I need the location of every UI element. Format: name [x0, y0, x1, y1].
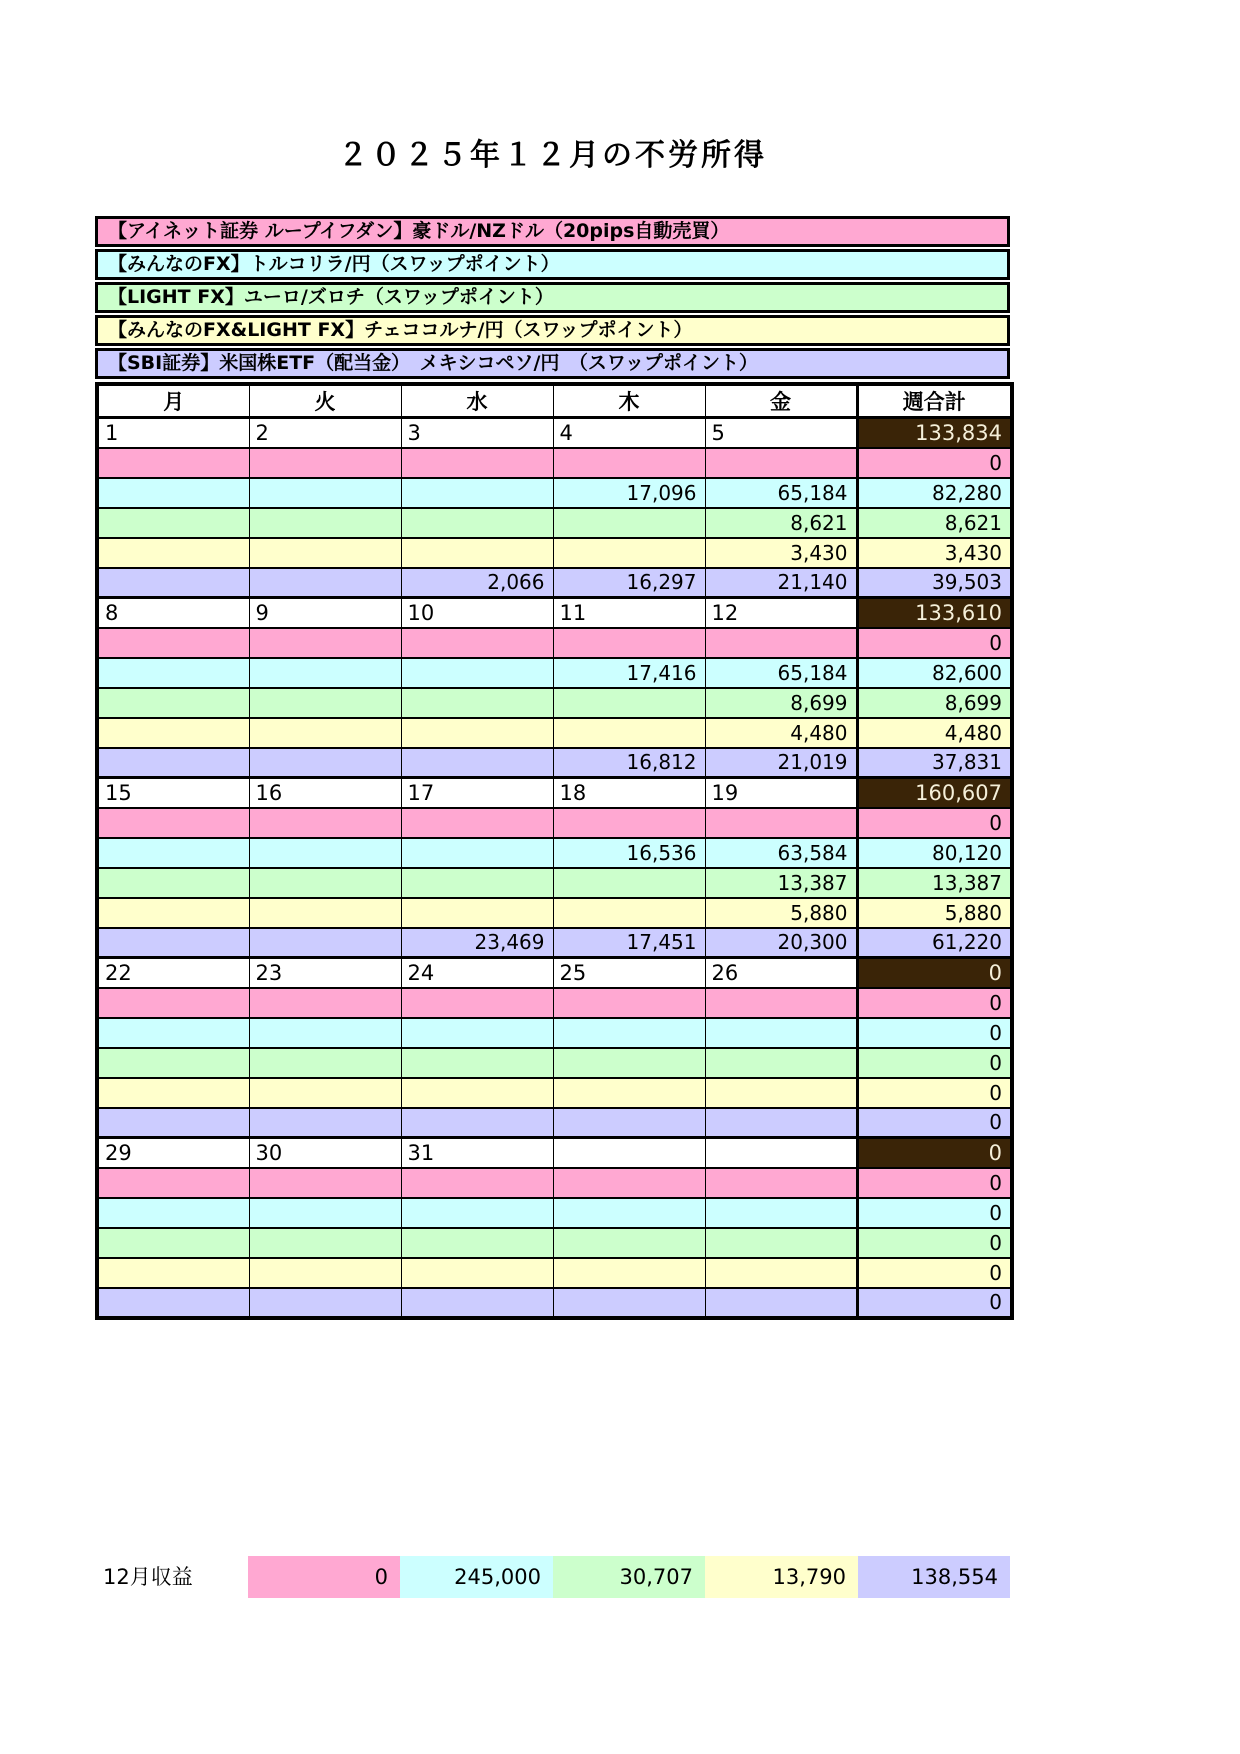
legend-pink: 【アイネット証券 ループイフダン】豪ドル/NZドル（20pips自動売買） — [95, 216, 1010, 247]
value-cell — [553, 448, 705, 478]
summary-cyan: 245,000 — [400, 1556, 553, 1598]
value-cell — [97, 748, 249, 778]
week-1-cyan-row — [97, 478, 1012, 508]
row-total-cell: 3,430 — [857, 538, 1012, 568]
value-cell — [97, 1288, 249, 1318]
value-cell: 3,430 — [705, 538, 857, 568]
calendar-header-row — [97, 384, 1012, 418]
value-cell — [705, 628, 857, 658]
date-cell: 18 — [553, 778, 705, 808]
week-2-date-row — [97, 598, 1012, 628]
row-total-cell: 8,621 — [857, 508, 1012, 538]
page-title: ２０２５年１２月の不労所得 — [338, 138, 767, 173]
calendar-header — [97, 384, 1012, 418]
value-cell — [401, 628, 553, 658]
week-5-cyan-row — [97, 1198, 1012, 1228]
value-cell — [97, 868, 249, 898]
week-4-pink-row — [97, 988, 1012, 1018]
income-calendar-table — [95, 382, 1014, 1320]
week-total-cell: 0 — [857, 1138, 1012, 1168]
value-cell — [401, 1018, 553, 1048]
value-cell — [401, 1228, 553, 1258]
week-4-date-row — [97, 958, 1012, 988]
week-4-purple-row — [97, 1108, 1012, 1138]
week-3-yellow-row — [97, 898, 1012, 928]
value-cell — [705, 448, 857, 478]
value-cell — [97, 1018, 249, 1048]
value-cell — [249, 628, 401, 658]
value-cell: 23,469 — [401, 928, 553, 958]
week-2-purple-row — [97, 748, 1012, 778]
week-4-yellow-row — [97, 1078, 1012, 1108]
value-cell — [249, 748, 401, 778]
value-cell — [705, 1108, 857, 1138]
value-cell: 20,300 — [705, 928, 857, 958]
value-cell — [249, 988, 401, 1018]
summary-yellow: 13,790 — [705, 1556, 858, 1598]
week-4-cyan-row — [97, 1018, 1012, 1048]
week-5-purple-row — [97, 1288, 1012, 1318]
value-cell — [249, 1078, 401, 1108]
value-cell — [705, 1048, 857, 1078]
value-cell — [553, 628, 705, 658]
week-2-green-row — [97, 688, 1012, 718]
date-cell: 31 — [401, 1138, 553, 1168]
value-cell — [249, 1018, 401, 1048]
value-cell — [401, 868, 553, 898]
monthly-summary-row — [95, 1556, 1010, 1598]
value-cell — [97, 1078, 249, 1108]
value-cell — [97, 658, 249, 688]
value-cell — [553, 508, 705, 538]
value-cell — [249, 1108, 401, 1138]
value-cell — [249, 688, 401, 718]
value-cell: 17,451 — [553, 928, 705, 958]
value-cell — [401, 478, 553, 508]
date-cell: 3 — [401, 418, 553, 448]
week-total-cell: 160,607 — [857, 778, 1012, 808]
value-cell — [553, 898, 705, 928]
week-1-date-row — [97, 418, 1012, 448]
legend-yellow: 【みんなのFX&LIGHT FX】チェココルナ/円（スワップポイント） — [95, 315, 1010, 346]
calendar-body — [97, 418, 1012, 1318]
week-3-cyan-row — [97, 838, 1012, 868]
value-cell — [401, 1048, 553, 1078]
value-cell — [553, 1168, 705, 1198]
value-cell — [401, 1168, 553, 1198]
row-total-cell: 0 — [857, 1018, 1012, 1048]
legend-green: 【LIGHT FX】ユーロ/ズロチ（スワップポイント） — [95, 282, 1010, 313]
value-cell — [401, 688, 553, 718]
week-1-yellow-row — [97, 538, 1012, 568]
value-cell: 65,184 — [705, 658, 857, 688]
value-cell — [401, 538, 553, 568]
value-cell — [249, 1288, 401, 1318]
value-cell — [705, 808, 857, 838]
row-total-cell: 0 — [857, 1228, 1012, 1258]
value-cell: 21,019 — [705, 748, 857, 778]
week-total-cell: 0 — [857, 958, 1012, 988]
value-cell — [249, 1048, 401, 1078]
value-cell — [705, 1078, 857, 1108]
row-total-cell: 61,220 — [857, 928, 1012, 958]
summary-green: 30,707 — [553, 1556, 705, 1598]
date-cell: 23 — [249, 958, 401, 988]
value-cell: 63,584 — [705, 838, 857, 868]
value-cell — [249, 508, 401, 538]
week-3-purple-row — [97, 928, 1012, 958]
value-cell — [97, 688, 249, 718]
value-cell — [249, 808, 401, 838]
week-1-pink-row — [97, 448, 1012, 478]
week-2-cyan-row — [97, 658, 1012, 688]
value-cell — [401, 1258, 553, 1288]
row-total-cell: 0 — [857, 628, 1012, 658]
value-cell — [553, 1258, 705, 1288]
date-cell: 17 — [401, 778, 553, 808]
value-cell — [97, 1198, 249, 1228]
row-total-cell: 0 — [857, 1048, 1012, 1078]
row-total-cell: 0 — [857, 1168, 1012, 1198]
week-4-green-row — [97, 1048, 1012, 1078]
value-cell — [705, 1228, 857, 1258]
week-5-yellow-row — [97, 1258, 1012, 1288]
date-cell: 30 — [249, 1138, 401, 1168]
value-cell — [97, 808, 249, 838]
value-cell: 17,416 — [553, 658, 705, 688]
date-cell: 19 — [705, 778, 857, 808]
date-cell: 4 — [553, 418, 705, 448]
date-cell: 2 — [249, 418, 401, 448]
column-header-5: 週合計 — [857, 384, 1012, 418]
value-cell — [553, 1288, 705, 1318]
value-cell — [553, 1228, 705, 1258]
value-cell — [97, 928, 249, 958]
row-total-cell: 0 — [857, 988, 1012, 1018]
legend-purple: 【SBI証券】米国株ETF（配当金） メキシコペソ/円 （スワップポイント） — [95, 348, 1010, 379]
value-cell — [249, 898, 401, 928]
income-source-legend — [95, 216, 1010, 381]
row-total-cell: 0 — [857, 448, 1012, 478]
value-cell — [97, 448, 249, 478]
row-total-cell: 0 — [857, 1198, 1012, 1228]
value-cell: 65,184 — [705, 478, 857, 508]
summary-purple: 138,554 — [858, 1556, 1010, 1598]
week-3-date-row — [97, 778, 1012, 808]
value-cell — [249, 1258, 401, 1288]
value-cell — [97, 538, 249, 568]
week-3-green-row — [97, 868, 1012, 898]
row-total-cell: 39,503 — [857, 568, 1012, 598]
week-5-date-row — [97, 1138, 1012, 1168]
value-cell — [401, 748, 553, 778]
row-total-cell: 8,699 — [857, 688, 1012, 718]
value-cell: 2,066 — [401, 568, 553, 598]
value-cell — [401, 988, 553, 1018]
date-cell: 22 — [97, 958, 249, 988]
date-cell: 16 — [249, 778, 401, 808]
value-cell — [249, 1228, 401, 1258]
row-total-cell: 37,831 — [857, 748, 1012, 778]
value-cell — [401, 898, 553, 928]
value-cell — [249, 1168, 401, 1198]
value-cell — [553, 808, 705, 838]
value-cell — [553, 868, 705, 898]
column-header-2: 水 — [401, 384, 553, 418]
week-2-pink-row — [97, 628, 1012, 658]
date-cell: 12 — [705, 598, 857, 628]
row-total-cell: 5,880 — [857, 898, 1012, 928]
row-total-cell: 0 — [857, 808, 1012, 838]
value-cell: 16,812 — [553, 748, 705, 778]
week-5-green-row — [97, 1228, 1012, 1258]
date-cell: 10 — [401, 598, 553, 628]
value-cell: 16,536 — [553, 838, 705, 868]
value-cell — [705, 988, 857, 1018]
row-total-cell: 0 — [857, 1108, 1012, 1138]
value-cell — [249, 658, 401, 688]
value-cell — [97, 1168, 249, 1198]
week-total-cell: 133,834 — [857, 418, 1012, 448]
value-cell — [401, 1198, 553, 1228]
value-cell — [401, 1288, 553, 1318]
value-cell — [249, 718, 401, 748]
row-total-cell: 82,600 — [857, 658, 1012, 688]
value-cell — [249, 568, 401, 598]
row-total-cell: 82,280 — [857, 478, 1012, 508]
date-cell: 26 — [705, 958, 857, 988]
date-cell: 25 — [553, 958, 705, 988]
value-cell — [553, 1048, 705, 1078]
value-cell — [97, 1048, 249, 1078]
value-cell — [705, 1168, 857, 1198]
date-cell — [705, 1138, 857, 1168]
value-cell — [97, 478, 249, 508]
value-cell — [249, 868, 401, 898]
value-cell — [401, 448, 553, 478]
value-cell — [97, 508, 249, 538]
row-total-cell: 13,387 — [857, 868, 1012, 898]
value-cell — [97, 988, 249, 1018]
row-total-cell: 0 — [857, 1078, 1012, 1108]
value-cell — [249, 538, 401, 568]
value-cell — [553, 688, 705, 718]
week-2-yellow-row — [97, 718, 1012, 748]
value-cell — [553, 538, 705, 568]
value-cell — [401, 1078, 553, 1108]
value-cell: 16,297 — [553, 568, 705, 598]
value-cell — [249, 478, 401, 508]
summary-pink: 0 — [248, 1556, 400, 1598]
date-cell: 5 — [705, 418, 857, 448]
value-cell — [401, 658, 553, 688]
value-cell — [97, 898, 249, 928]
row-total-cell: 80,120 — [857, 838, 1012, 868]
week-1-purple-row — [97, 568, 1012, 598]
summary-label: 12月収益 — [103, 1565, 193, 1589]
value-cell — [401, 808, 553, 838]
column-header-4: 金 — [705, 384, 857, 418]
value-cell — [705, 1018, 857, 1048]
value-cell — [97, 1228, 249, 1258]
column-header-1: 火 — [249, 384, 401, 418]
value-cell — [553, 718, 705, 748]
value-cell: 13,387 — [705, 868, 857, 898]
value-cell — [97, 1258, 249, 1288]
value-cell: 4,480 — [705, 718, 857, 748]
value-cell — [705, 1198, 857, 1228]
row-total-cell: 0 — [857, 1288, 1012, 1318]
value-cell — [553, 1198, 705, 1228]
week-total-cell: 133,610 — [857, 598, 1012, 628]
week-1-green-row — [97, 508, 1012, 538]
value-cell: 17,096 — [553, 478, 705, 508]
value-cell — [553, 1108, 705, 1138]
value-cell — [97, 718, 249, 748]
date-cell: 1 — [97, 418, 249, 448]
value-cell: 21,140 — [705, 568, 857, 598]
date-cell: 8 — [97, 598, 249, 628]
value-cell: 5,880 — [705, 898, 857, 928]
value-cell — [401, 508, 553, 538]
week-5-pink-row — [97, 1168, 1012, 1198]
date-cell: 24 — [401, 958, 553, 988]
value-cell — [553, 1078, 705, 1108]
value-cell — [97, 838, 249, 868]
value-cell — [249, 1198, 401, 1228]
value-cell — [97, 628, 249, 658]
value-cell: 8,699 — [705, 688, 857, 718]
date-cell — [553, 1138, 705, 1168]
value-cell — [705, 1288, 857, 1318]
value-cell — [97, 568, 249, 598]
value-cell — [401, 838, 553, 868]
value-cell — [97, 1108, 249, 1138]
date-cell: 29 — [97, 1138, 249, 1168]
value-cell — [401, 1108, 553, 1138]
date-cell: 9 — [249, 598, 401, 628]
value-cell — [401, 718, 553, 748]
value-cell — [249, 838, 401, 868]
row-total-cell: 4,480 — [857, 718, 1012, 748]
column-header-3: 木 — [553, 384, 705, 418]
date-cell: 11 — [553, 598, 705, 628]
value-cell — [553, 1018, 705, 1048]
value-cell — [553, 988, 705, 1018]
legend-cyan: 【みんなのFX】トルコリラ/円（スワップポイント） — [95, 249, 1010, 280]
week-3-pink-row — [97, 808, 1012, 838]
value-cell — [705, 1258, 857, 1288]
value-cell — [249, 928, 401, 958]
column-header-0: 月 — [97, 384, 249, 418]
value-cell — [249, 448, 401, 478]
date-cell: 15 — [97, 778, 249, 808]
row-total-cell: 0 — [857, 1258, 1012, 1288]
value-cell: 8,621 — [705, 508, 857, 538]
